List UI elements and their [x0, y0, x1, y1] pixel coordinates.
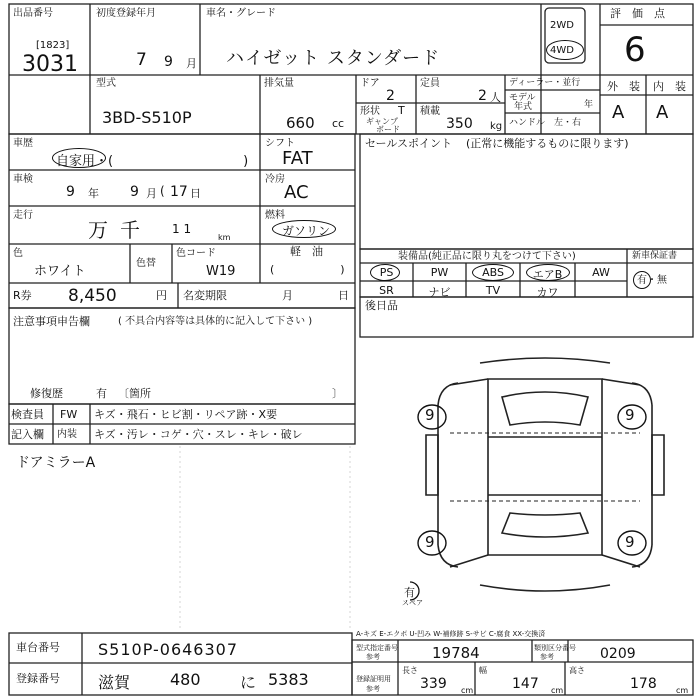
repair-history-close: 〕 [332, 387, 343, 400]
guarantee-value: 有・無 [637, 275, 667, 286]
year-unit: 年 [584, 100, 594, 110]
damage-legend: A-キズ E-エクボ U-凹み W-補修跡 S-サビ C-腐食 XX-交換済 [356, 630, 546, 638]
cert-sub: 参考 [366, 653, 380, 661]
handle-label: ハンドル 左・右 [509, 118, 582, 128]
recycle-unit: 円 [156, 289, 167, 302]
handwritten-note: ドアミラーA [16, 455, 96, 471]
registration-label: 登録番号 [16, 672, 60, 685]
fw-text: キズ・飛石・ヒビ割・リペア跡・X要 [94, 408, 278, 421]
inspection-year-unit: 年 [88, 187, 99, 200]
registration-region: 滋賀 [98, 673, 131, 692]
capacity-value: 2 [478, 88, 487, 104]
inspection-day-unit: 日 [190, 187, 201, 200]
mileage-sen: 千 [120, 218, 140, 242]
inspector-label-2: 記入欄 [11, 428, 44, 441]
evaluation-label: 評 価 点 [610, 7, 665, 20]
repair-history-area: 〔箇所 [118, 387, 151, 400]
interior-grade: A [656, 102, 669, 123]
drive-4wd: 4WD [550, 45, 574, 56]
cert-label: 型式指定番号 [356, 644, 398, 652]
deadline-day: 日 [338, 289, 349, 302]
notes-label: 注意事項申告欄 [13, 315, 90, 328]
guarantee-label: 新車保証書 [632, 251, 678, 261]
load-label: 積載 [420, 106, 440, 117]
load-value: 350 [446, 116, 473, 132]
exterior-label: 外 装 [607, 80, 640, 93]
equip-tv: TV [485, 284, 501, 297]
recycle-value: 8,450 [68, 286, 117, 306]
lot-number: 3031 [22, 52, 78, 77]
interior-check-text: キズ・汚レ・コゲ・穴・スレ・キレ・破レ [94, 428, 303, 441]
body-shape-note2: ボード [376, 125, 400, 134]
equipment-label: 装備品(純正品に限り丸をつけて下さい) [398, 251, 576, 262]
category-value: 0209 [600, 646, 636, 662]
inspector-label-1: 検査員 [11, 408, 44, 421]
fuel-paren: ( ) [270, 263, 345, 276]
spare-tire-mark: 有 [404, 586, 415, 599]
reg-cert-sub: 参考 [366, 685, 380, 693]
registration-class: 480 [170, 670, 201, 689]
displacement-label: 排気量 [264, 78, 294, 89]
recycle-label: R券 [13, 289, 32, 302]
mileage-man: 万 [88, 218, 108, 242]
equip-sr: SR [379, 284, 394, 297]
mileage-unit: km [218, 233, 231, 242]
rear-items-label: 後日品 [365, 299, 398, 312]
tire-mark-rear-right: 9 [625, 533, 635, 551]
first-registration-month: 9 [164, 54, 173, 70]
inspection-label: 車検 [13, 174, 33, 185]
mileage-label: 走行 [13, 210, 33, 221]
mileage-value: 1 1 [172, 222, 192, 236]
color-code-value: W19 [206, 264, 236, 279]
fuel-label: 燃料 [265, 210, 285, 221]
interior-label: 内 装 [653, 80, 686, 93]
spare-tire-label: スペア [402, 599, 423, 607]
shift-label: シフト [265, 138, 295, 149]
model-code-value: 3BD-S510P [102, 108, 192, 127]
sales-point-hint: (正常に機能するものに限ります) [466, 137, 629, 150]
fuel-light-oil: 軽 油 [290, 245, 323, 258]
deadline-label: 名変期限 [183, 289, 227, 302]
fuel-gasoline: ガソリン [282, 224, 331, 238]
car-name-value: ハイゼット スタンダード [226, 48, 441, 69]
model-code-label: 型式 [96, 78, 116, 89]
body-shape-value: T [398, 104, 405, 117]
cert-value: 19784 [432, 644, 480, 662]
capacity-unit: 人 [490, 91, 501, 104]
height-value: 178 [630, 676, 657, 692]
model-year-label: モデル [509, 93, 536, 103]
fw-label: FW [60, 408, 78, 421]
registration-number: 5383 [268, 670, 309, 689]
displacement-value: 660 [286, 114, 315, 132]
length-value: 339 [420, 676, 447, 692]
repair-history-value: 有 [96, 387, 107, 400]
category-sub: 参考 [540, 653, 554, 661]
history-value: 自家用・( ) [56, 154, 249, 169]
tire-mark-rear-left: 9 [425, 533, 435, 551]
length-unit: cm [461, 686, 474, 695]
equip-leather: カワ [536, 286, 559, 299]
model-year-label-2: 年式 [514, 102, 533, 112]
equip-airbag: エアB [532, 268, 563, 281]
color-change-label: 色替 [136, 258, 156, 269]
tire-mark-front-left: 9 [425, 406, 435, 424]
load-unit: kg [490, 121, 503, 132]
height-unit: cm [676, 686, 689, 695]
ac-value: AC [284, 182, 309, 203]
car-damage-diagram [410, 345, 680, 610]
height-label: 高さ [569, 666, 585, 675]
inspection-day-paren: ( [160, 184, 165, 198]
equip-ps: PS [379, 266, 394, 279]
equip-navi: ナビ [428, 286, 451, 299]
interior-check-label: 内装 [57, 429, 77, 440]
length-label: 長さ [402, 666, 418, 675]
displacement-unit: cc [332, 117, 345, 130]
inspection-year: 9 [66, 184, 75, 200]
category-label: 類別区分番号 [534, 644, 576, 652]
car-name-label: 車名・グレード [206, 8, 276, 19]
lot-small-number: [1823] [36, 40, 70, 51]
doors-label: ドア [360, 78, 380, 89]
evaluation-score: 6 [624, 30, 646, 70]
lot-number-label: 出品番号 [13, 8, 53, 19]
body-shape-note: ギャンプ [366, 117, 398, 126]
reg-cert-label: 登録証明用 [356, 675, 391, 683]
frame-number-value: S510P-0646307 [98, 640, 239, 659]
deadline-month: 月 [282, 289, 293, 302]
body-shape-label: 形状 [360, 106, 380, 117]
repair-history-label: 修復歴 [30, 387, 63, 400]
equip-pw: PW [430, 266, 449, 279]
exterior-grade: A [612, 102, 625, 123]
shift-value: FAT [282, 148, 313, 169]
history-label: 車歴 [13, 138, 33, 149]
drive-2wd: 2WD [550, 20, 574, 31]
tire-mark-front-right: 9 [625, 406, 635, 424]
color-code-label: 色コード [176, 248, 216, 259]
equip-abs: ABS [482, 266, 504, 279]
registration-kana: に [240, 673, 257, 692]
ac-label: 冷房 [265, 174, 285, 185]
month-unit: 月 [186, 57, 197, 70]
color-label: 色 [13, 248, 23, 259]
color-value: ホワイト [34, 264, 86, 279]
frame-number-label: 車台番号 [16, 641, 60, 654]
notes-hint: ( 不具合内容等は具体的に記入して下さい ) [118, 316, 313, 327]
first-registration-label: 初度登録年月 [96, 8, 156, 19]
inspection-day: 17 [170, 184, 188, 200]
doors-value: 2 [386, 88, 395, 104]
width-label: 幅 [479, 666, 487, 675]
capacity-label: 定員 [420, 78, 440, 89]
inspection-month: 9 [130, 184, 139, 200]
dealer-label: ディーラー・並行 [509, 78, 581, 88]
equip-aw: AW [592, 266, 610, 279]
width-value: 147 [512, 676, 539, 692]
width-unit: cm [551, 686, 564, 695]
sales-point-label: セールスポイント [365, 137, 453, 150]
first-registration-year: 7 [136, 50, 147, 70]
inspection-month-unit: 月 [146, 187, 157, 200]
